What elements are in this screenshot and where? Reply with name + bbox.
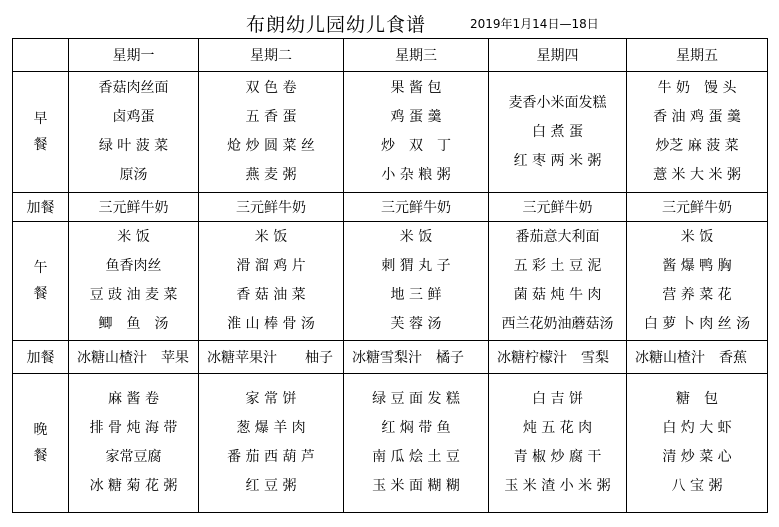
dish-cell bbox=[199, 72, 344, 193]
dish-item: 滑 溜 鸡 片 bbox=[236, 258, 306, 274]
menu-title: 布朗幼儿园幼儿食谱 bbox=[246, 14, 427, 36]
day-header: 星期三 bbox=[344, 39, 489, 72]
dish-item: 牛 奶 馒 头 bbox=[657, 80, 737, 96]
meal-row-snack1 bbox=[13, 193, 768, 222]
menu-table bbox=[12, 38, 768, 513]
dish-cell bbox=[489, 222, 627, 341]
day-header: 星期一 bbox=[69, 39, 199, 72]
snack-cell: 三元鲜牛奶 bbox=[489, 193, 627, 222]
dish-item: 刺 猬 丸 子 bbox=[381, 258, 451, 274]
dish-item: 玉 米 渣 小 米 粥 bbox=[504, 478, 611, 494]
dish-item: 麻 酱 卷 bbox=[108, 391, 159, 407]
meal-label-dinner bbox=[13, 374, 69, 513]
snack-cell: 三元鲜牛奶 bbox=[199, 193, 344, 222]
dish-item: 薏 米 大 米 粥 bbox=[653, 167, 741, 183]
dish-item: 家 常 饼 bbox=[245, 391, 297, 407]
dish-item: 红 枣 两 米 粥 bbox=[513, 152, 602, 169]
snack-cell: 冰糖山楂汁 苹果 bbox=[69, 341, 199, 374]
dish-item: 清 炒 菜 心 bbox=[662, 449, 732, 465]
title-row bbox=[0, 10, 779, 36]
snack-cell: 三元鲜牛奶 bbox=[344, 193, 489, 222]
dish-item: 米 饭 bbox=[680, 229, 714, 245]
meal-row-dinner bbox=[13, 374, 768, 513]
meal-label-lunch bbox=[13, 222, 69, 341]
dish-cell bbox=[69, 222, 199, 341]
meal-label-text: 晚 餐 bbox=[33, 422, 48, 464]
meal-row-breakfast bbox=[13, 72, 768, 193]
dish-item: 小 杂 粮 粥 bbox=[381, 167, 451, 183]
dish-item: 五 香 蛋 bbox=[245, 109, 297, 125]
dish-item: 红 焖 带 鱼 bbox=[381, 420, 451, 436]
dish-item: 鲫 鱼 汤 bbox=[98, 316, 169, 332]
dish-item: 地 三 鲜 bbox=[390, 287, 442, 303]
dish-item: 番 茄 西 葫 芦 bbox=[227, 449, 315, 465]
dish-item: 白 煮 蛋 bbox=[532, 123, 583, 140]
dish-item: 鱼香肉丝 bbox=[105, 258, 162, 274]
dish-item: 糖 包 bbox=[676, 391, 718, 407]
corner-cell bbox=[13, 39, 69, 72]
dish-item: 家常豆腐 bbox=[105, 449, 162, 465]
dish-item: 麦香小米面发糕 bbox=[508, 94, 607, 111]
snack-cell: 冰糖山楂汁 香蕉 bbox=[627, 341, 768, 374]
dish-item: 玉 米 面 糊 糊 bbox=[372, 478, 460, 494]
dish-item: 八 宝 粥 bbox=[671, 478, 723, 494]
dish-item: 菌 菇 炖 牛 肉 bbox=[513, 287, 602, 303]
dish-item: 白 萝 卜 肉 丝 汤 bbox=[643, 316, 751, 332]
dish-item: 葱 爆 羊 肉 bbox=[236, 420, 306, 436]
dish-item: 西兰花奶油蘑菇汤 bbox=[501, 316, 614, 332]
day-header: 星期四 bbox=[489, 39, 627, 72]
dish-item: 酱 爆 鸭 胸 bbox=[662, 258, 732, 274]
dish-item: 淮 山 棒 骨 汤 bbox=[227, 316, 315, 332]
dish-item: 双 色 卷 bbox=[245, 80, 297, 96]
dish-item: 绿 叶 菠 菜 bbox=[98, 138, 169, 154]
dish-item: 冰 糖 菊 花 粥 bbox=[89, 478, 178, 494]
dish-item: 炒 双 丁 bbox=[381, 138, 451, 154]
dish-item: 卤鸡蛋 bbox=[112, 109, 155, 125]
dish-item: 绿 豆 面 发 糕 bbox=[372, 391, 460, 407]
dish-item: 白 灼 大 虾 bbox=[662, 420, 732, 436]
dish-cell bbox=[489, 374, 627, 513]
snack-cell: 三元鲜牛奶 bbox=[627, 193, 768, 222]
dish-cell bbox=[69, 72, 199, 193]
dish-item: 排 骨 炖 海 带 bbox=[89, 420, 178, 436]
dish-item: 炖 五 花 肉 bbox=[522, 420, 593, 436]
dish-item: 米 饭 bbox=[254, 229, 288, 245]
dish-item: 米 饭 bbox=[399, 229, 433, 245]
dish-item: 香 油 鸡 蛋 羹 bbox=[653, 109, 741, 125]
meal-row-snack2 bbox=[13, 341, 768, 374]
snack-cell: 三元鲜牛奶 bbox=[69, 193, 199, 222]
dish-item: 五 彩 土 豆 泥 bbox=[513, 258, 602, 274]
snack-cell: 冰糖雪梨汁 橘子 bbox=[344, 341, 489, 374]
date-range: 2019年1月14日—18日 bbox=[470, 17, 599, 31]
dish-cell bbox=[627, 374, 768, 513]
dish-item: 白 吉 饼 bbox=[532, 391, 583, 407]
dish-cell bbox=[69, 374, 199, 513]
meal-label-breakfast bbox=[13, 72, 69, 193]
meal-label-snack1: 加餐 bbox=[13, 193, 69, 222]
snack-cell: 冰糖柠檬汁 雪梨 bbox=[489, 341, 627, 374]
dish-item: 香 菇 油 菜 bbox=[236, 287, 306, 303]
dish-item: 炒芝 麻 菠 菜 bbox=[655, 138, 739, 154]
dish-item: 红 豆 粥 bbox=[245, 478, 297, 494]
dish-cell bbox=[344, 72, 489, 193]
meal-label-text: 午 餐 bbox=[33, 260, 48, 302]
dish-cell bbox=[199, 222, 344, 341]
dish-item: 番茄意大利面 bbox=[515, 229, 600, 245]
meal-label-text: 早 餐 bbox=[33, 111, 48, 153]
header-row bbox=[13, 39, 768, 72]
meal-row-lunch bbox=[13, 222, 768, 341]
day-header: 星期五 bbox=[627, 39, 768, 72]
dish-item: 鸡 蛋 羹 bbox=[390, 109, 442, 125]
dish-item: 果 酱 包 bbox=[390, 80, 442, 96]
dish-item: 芙 蓉 汤 bbox=[390, 316, 442, 332]
dish-item: 豆 豉 油 麦 菜 bbox=[89, 287, 178, 303]
dish-item: 原汤 bbox=[119, 167, 148, 183]
dish-cell bbox=[344, 374, 489, 513]
dish-item: 燕 麦 粥 bbox=[245, 167, 297, 183]
dish-cell bbox=[344, 222, 489, 341]
snack-cell: 冰糖苹果汁 柚子 bbox=[199, 341, 344, 374]
dish-cell bbox=[199, 374, 344, 513]
dish-item: 香菇肉丝面 bbox=[98, 80, 169, 96]
dish-cell bbox=[489, 72, 627, 193]
day-header: 星期二 bbox=[199, 39, 344, 72]
meal-label-snack2: 加餐 bbox=[13, 341, 69, 374]
dish-cell bbox=[627, 72, 768, 193]
dish-item: 青 椒 炒 腐 干 bbox=[513, 449, 602, 465]
dish-item: 米 饭 bbox=[117, 229, 150, 245]
dish-item: 炝 炒 圆 菜 丝 bbox=[227, 138, 315, 154]
dish-item: 营 养 菜 花 bbox=[662, 287, 732, 303]
dish-cell bbox=[627, 222, 768, 341]
dish-item: 南 瓜 烩 土 豆 bbox=[372, 449, 460, 465]
